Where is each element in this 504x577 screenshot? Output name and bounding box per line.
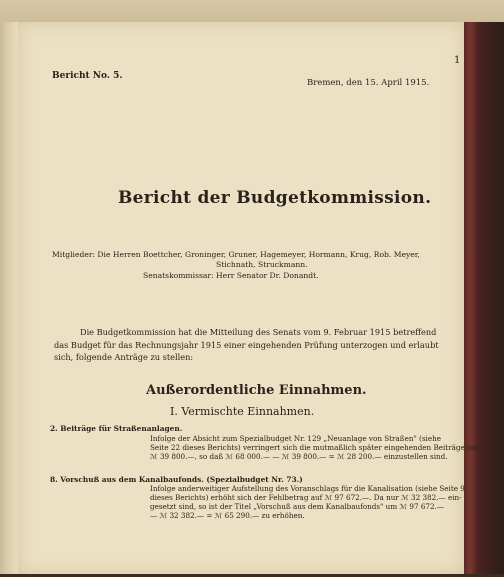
intro-paragraph-line-2: das Budget für das Rechnungsjahr 1915 einer eingehenden Prüfung unterzogen und erlaubt (54, 340, 439, 350)
book-spine (464, 22, 504, 574)
item-2-text-line-1: Infolge der Absicht zum Spezialbudget Nr. 129 „Neuanlage von Straßen" (siehe (150, 434, 441, 443)
item-2-text-line-3: ℳ 39 800.—, so daß ℳ 68 000.— — ℳ 39 800.— = ℳ 28 200.— einzustellen sind. (150, 452, 448, 461)
item-8-heading: 8. Vorschuß aus dem Kanalbaufonds. (Spezialbudget Nr. 73.) (50, 475, 303, 484)
item-8-text-line-4: — ℳ 32 382.— = ℳ 65 290.— zu erhöhen. (150, 511, 305, 520)
page-number: 1 (454, 55, 461, 66)
document-title: Bericht der Budgetkommission. (118, 188, 432, 208)
intro-paragraph-line-1: Die Budgetkommission hat die Mitteilung des Senats vom 9. Februar 1915 betreffend (80, 327, 437, 337)
senate-commissioner: Senatskommissar: Herr Senator Dr. Donandt. (143, 271, 319, 280)
scan-top-margin (0, 0, 504, 22)
item-2-text-line-2: Seite 22 dieses Berichts) verringert sich die mutmaßlich später eingehenden Beiträge um (150, 443, 479, 452)
report-number: Bericht No. 5. (52, 71, 123, 81)
item-2-heading: 2. Beiträge für Straßenanlagen. (50, 424, 183, 433)
intro-paragraph-line-3: sich, folgende Anträge zu stellen: (54, 352, 194, 362)
subsection-heading: I. Vermischte Einnahmen. (170, 405, 315, 418)
item-8-text-line-2: dieses Berichts) erhöht sich der Fehlbetrag auf ℳ 97 672.—. Da nur ℳ 32 382.— ein- (150, 493, 462, 502)
members-line-2: Stichnath, Struckmann. (216, 260, 308, 269)
section-heading: Außerordentliche Einnahmen. (146, 383, 367, 398)
members-line-1: Mitglieder: Die Herren Boettcher, Groninger, Gruner, Hagemeyer, Hormann, Krug, Rob. Meyer, (52, 250, 420, 259)
item-8-text-line-3: gesetzt sind, so ist der Titel „Vorschuß aus dem Kanalbaufonds" um ℳ 97 672.— (150, 502, 445, 511)
item-8-text-line-1: Infolge anderweitiger Aufstellung des Voranschlags für die Kanalisation (siehe Seite 9 (150, 484, 465, 493)
place-date: Bremen, den 15. April 1915. (307, 78, 430, 88)
